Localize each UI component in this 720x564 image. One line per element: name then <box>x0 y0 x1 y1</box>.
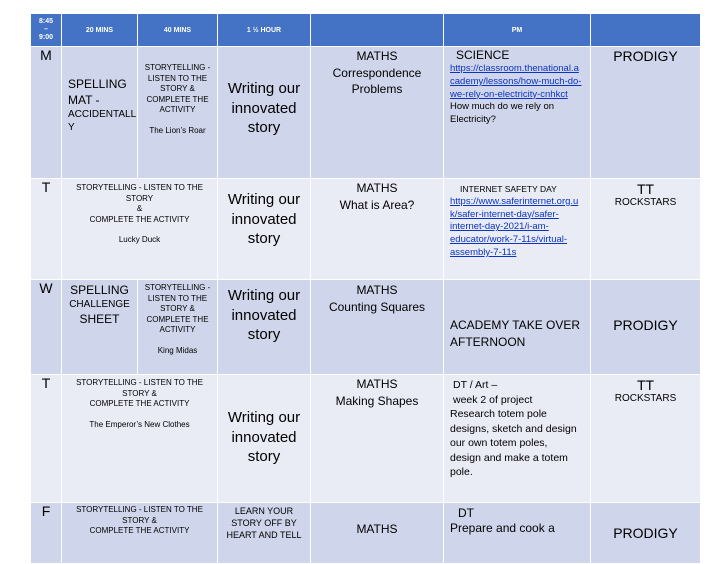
storytelling-cell: STORYTELLING - LISTEN TO THE STORY & COMPLETE THE ACTIVITY The Lion’s Roar <box>138 47 218 179</box>
safer-internet-link[interactable]: https://www.saferinternet.org.u k/safer-internet-day/safer- internet-day-2021/i-am- educator/work-7-11s/virtual- assembly-7-11s <box>450 195 579 258</box>
maths-cell: MATHS Correspondence Problems <box>311 47 444 179</box>
pm-cell: ACADEMY TAKE OVER AFTERNOON <box>444 280 591 375</box>
maths-cell: MATHS What is Area? <box>311 179 444 280</box>
storytelling-cell: STORYTELLING - LISTEN TO THE STORY & COMPLETE THE ACTIVITY <box>62 503 218 564</box>
header-row <box>31 14 701 47</box>
row-monday <box>31 47 701 179</box>
timetable <box>30 13 701 564</box>
header-blank <box>311 14 444 47</box>
maths-cell: MATHS Making Shapes <box>311 375 444 503</box>
last-cell: PRODIGY <box>591 280 701 375</box>
header-pm: PM <box>444 14 591 47</box>
header-90-mins: 1 ½ HOUR <box>218 14 311 47</box>
learn-story-cell: LEARN YOUR STORY OFF BY HEART AND TELL <box>218 503 311 564</box>
story-title: Lucky Duck <box>118 235 161 244</box>
last-cell: TT ROCKSTARS <box>591 375 701 503</box>
day-label: T <box>31 179 62 280</box>
story-title: King Midas <box>157 345 198 355</box>
spelling-cell: SPELLING MAT - ACCIDENTALL Y <box>62 47 138 179</box>
row-thursday <box>31 375 701 503</box>
maths-cell: MATHS Counting Squares <box>311 280 444 375</box>
pm-cell: SCIENCE https://classroom.thenational.a cademy/lessons/how-much-do- we-rely-on-electricity-cnhkct How much do we rely on Electricity? <box>444 47 591 179</box>
writing-cell: Writing our innovated story <box>218 47 311 179</box>
writing-cell: Writing our innovated story <box>218 280 311 375</box>
writing-cell: Writing our innovated story <box>218 179 311 280</box>
pm-cell: DT Prepare and cook a <box>444 503 591 564</box>
storytelling-cell: STORYTELLING - LISTEN TO THE STORY & COMPLETE THE ACTIVITY King Midas <box>138 280 218 375</box>
row-friday <box>31 503 701 564</box>
row-wednesday <box>31 280 701 375</box>
header-40-mins: 40 MINS <box>138 14 218 47</box>
storytelling-cell: STORYTELLING - LISTEN TO THE STORY & COMPLETE THE ACTIVITY The Emperor’s New Clothes <box>62 375 218 503</box>
pm-cell: DT / Art – week 2 of project Research totem pole designs, sketch and design our own totem poles, design and make a totem pole. <box>444 375 591 503</box>
pm-cell: INTERNET SAFETY DAY https://www.saferinternet.org.u k/safer-internet-day/safer- internet-day-2021/i-am- educator/work-7-11s/virtual- assembly-7-11s <box>444 179 591 280</box>
spelling-cell: SPELLING CHALLENGE SHEET <box>62 280 138 375</box>
maths-cell: MATHS <box>311 503 444 564</box>
story-title: The Emperor’s New Clothes <box>89 419 190 429</box>
storytelling-cell: STORYTELLING - LISTEN TO THE STORY & COMPLETE THE ACTIVITY Lucky Duck <box>62 179 218 280</box>
row-tuesday <box>31 179 701 280</box>
story-title: The Lion’s Roar <box>149 125 206 135</box>
header-time: 8:45 – 9:00 <box>31 14 62 47</box>
day-label: W <box>31 280 62 375</box>
writing-cell: Writing our innovated story <box>218 375 311 503</box>
last-cell: TT ROCKSTARS <box>591 179 701 280</box>
science-lesson-link[interactable]: https://classroom.thenational.a cademy/lessons/how-much-do- we-rely-on-electricity-cnhkct <box>450 63 582 100</box>
header-last <box>591 14 701 47</box>
day-label: T <box>31 375 62 503</box>
last-cell: PRODIGY <box>591 47 701 179</box>
day-label: F <box>31 503 62 564</box>
header-20-mins: 20 MINS <box>62 14 138 47</box>
last-cell: PRODIGY <box>591 503 701 564</box>
day-label: M <box>31 47 62 179</box>
